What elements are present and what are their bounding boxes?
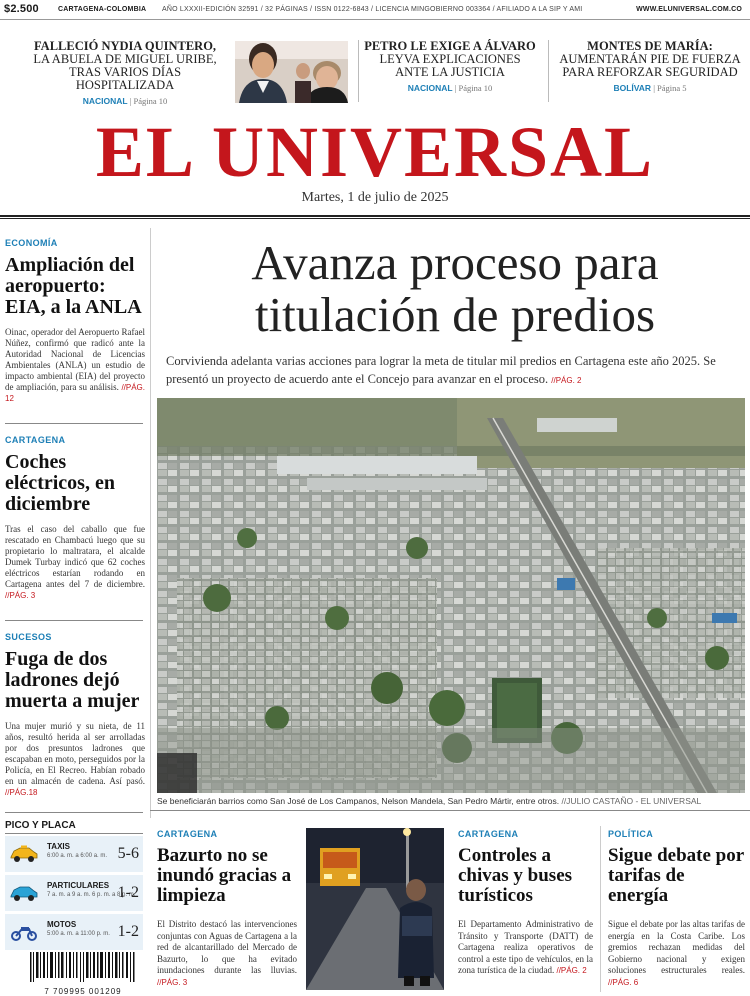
section-rule bbox=[150, 810, 750, 811]
photo-caption-text: Se beneficiarán barrios como San José de Los Campanos, Nelson Mandela, San Pedro Mártir, entre otros. bbox=[157, 796, 560, 806]
teaser-1[interactable]: FALLECIÓ NYDIA QUINTERO, LA ABUELA DE MIGUEL URIBE, TRAS VARIOS DÍAS HOSPITALIZADA NACIONAL | Página 10 bbox=[20, 40, 230, 106]
top-info-bar bbox=[0, 0, 750, 20]
teaser-3-line2: AUMENTARÁN PIE DE FUERZA bbox=[559, 52, 741, 66]
teaser-1-line3: TRAS VARIOS DÍAS HOSPITALIZADA bbox=[68, 65, 182, 92]
left-story-1-ref[interactable]: //PÁG. 12 bbox=[5, 383, 145, 403]
left-story-2-section: CARTAGENA bbox=[5, 435, 66, 445]
main-headline-line2: titulación de predios bbox=[254, 287, 656, 342]
teaser-2-line1: PETRO LE EXIGE A ÁLVARO bbox=[364, 39, 536, 53]
left-story-3-ref[interactable]: //PÁG.18 bbox=[5, 788, 38, 797]
photo-caption bbox=[157, 796, 747, 806]
main-headline[interactable] bbox=[160, 237, 750, 341]
left-story-3-section: SUCESOS bbox=[5, 632, 52, 642]
teaser-2-page: Página 10 bbox=[458, 83, 493, 93]
price: $2.500 bbox=[4, 3, 39, 15]
left-story-2-text: Tras el caso del caballo que fue rescatado en Chambacú luego que su propietario lo maltratara, el alcalde Dumek Turbay indicó que 62 coches eléctricos estarían rodando en Cartagena antes del 7 de diciembre. bbox=[5, 524, 145, 589]
teaser-2-line2: LEYVA EXPLICACIONES bbox=[379, 52, 521, 66]
edition-meta: AÑO LXXXII-EDICIÓN 32591 / 32 PÁGINAS / ISSN 0122-6843 / LICENCIA MINGOBIERNO 003364 / AFILIADO A LA SIP Y AMI bbox=[162, 6, 583, 13]
pico-y-placa-box bbox=[5, 820, 143, 953]
masthead-rule bbox=[0, 215, 750, 217]
pyp-hours: 5:00 a. m. a 11:00 p. m. bbox=[47, 931, 110, 937]
pyp-digits: 1-2 bbox=[117, 923, 139, 940]
main-ref[interactable]: //PÁG. 2 bbox=[551, 376, 582, 385]
teaser-1-section: NACIONAL bbox=[82, 96, 128, 106]
masthead-rule-thin bbox=[0, 218, 750, 219]
teaser-1-line2: LA ABUELA DE MIGUEL URIBE, bbox=[33, 52, 217, 66]
bottom-story-3-section: POLÍTICA bbox=[608, 829, 654, 839]
left-story-1-headline[interactable]: Ampliación del aeropuerto: EIA, a la ANLA bbox=[5, 254, 142, 318]
left-story-3-headline[interactable]: Fuga de dos ladrones dejó muerta a mujer bbox=[5, 648, 140, 712]
pyp-digits: 5-6 bbox=[117, 845, 139, 862]
issue-date: Martes, 1 de julio de 2025 bbox=[301, 190, 449, 205]
bottom-story-3-text: Sigue el debate por las altas tarifas de energía en la Costa Caribe. Los gremios rechazan medidas del Gobierno nacional y exigen soluciones estructurales reales. bbox=[608, 919, 745, 975]
bottom-story-2-body bbox=[458, 919, 593, 977]
teaser-3-line1: MONTES DE MARÍA: bbox=[587, 39, 713, 53]
teaser-2[interactable]: PETRO LE EXIGE A ÁLVARO LEYVA EXPLICACIONES ANTE LA JUSTICIA NACIONAL | Página 10 bbox=[360, 40, 540, 93]
bottom-story-3-ref[interactable]: //PÁG. 6 bbox=[608, 977, 639, 987]
bottom-story-2-text: El Departamento Administrativo de Tránsito y Transporte (DATT) de Cartagena realiza operativos de control a este tipo de vehículos, en la zona turística de la ciudad. bbox=[458, 919, 593, 975]
barcode-number: 7 709995 001209 bbox=[44, 987, 122, 996]
left-divider bbox=[5, 423, 143, 424]
teaser-1-line1: FALLECIÓ NYDIA QUINTERO, bbox=[33, 39, 217, 53]
teaser-3[interactable]: MONTES DE MARÍA: AUMENTARÁN PIE DE FUERZA PARA REFORZAR SEGURIDAD BOLÍVAR | Página 5 bbox=[550, 40, 750, 93]
pyp-label: TAXIS bbox=[47, 842, 70, 851]
pyp-label: MOTOS bbox=[47, 920, 77, 929]
left-divider bbox=[5, 812, 143, 813]
bottom-story-2-ref[interactable]: //PÁG. 2 bbox=[556, 966, 587, 975]
bus-photo bbox=[306, 828, 444, 990]
column-divider bbox=[150, 228, 151, 818]
main-summary-text: Corvivienda adelanta varias acciones para lograr la meta de titular mil predios en Cartagena este año 2025. Se presentó un proyecto de acuerdo ante el Concejo para avanzar en el proceso. bbox=[166, 354, 716, 386]
masthead-logo[interactable]: EL UNIVERSAL bbox=[95, 112, 655, 192]
teaser-photo bbox=[235, 41, 348, 103]
teaser-divider bbox=[358, 40, 359, 102]
teaser-3-line3: PARA REFORZAR SEGURIDAD bbox=[562, 65, 738, 79]
taxi-icon bbox=[9, 845, 39, 863]
teaser-divider bbox=[548, 40, 549, 102]
teaser-2-section: NACIONAL bbox=[407, 83, 453, 93]
pyp-label: PARTICULARES bbox=[47, 881, 110, 890]
website-link[interactable]: WWW.ELUNIVERSAL.COM.CO bbox=[636, 6, 742, 13]
left-story-3-text: Una mujer murió y su nieta, de 11 años, resultó herida al ser arrolladas por dos presuntos ladrones que escapaban en moto, perseguidos por la Policía, en El Recreo. Habían robado en un almacén de cadena. Así pasó. bbox=[5, 721, 145, 786]
pyp-row-taxis bbox=[5, 836, 143, 872]
left-divider bbox=[5, 620, 143, 621]
main-headline-line1: Avanza proceso para bbox=[251, 235, 659, 290]
teaser-2-line3: ANTE LA JUSTICIA bbox=[395, 65, 505, 79]
pyp-digits: 1-2 bbox=[117, 884, 139, 901]
teaser-3-page: Página 5 bbox=[657, 83, 687, 93]
left-story-2-ref[interactable]: //PÁG. 3 bbox=[5, 591, 36, 600]
bottom-story-3-body bbox=[608, 919, 745, 988]
motorcycle-icon bbox=[9, 923, 39, 941]
left-story-1-text: Oinac, operador del Aeropuerto Rafael Núñez, confirmó que radicó ante la Autoridad Nacional de Licencias Ambientales (ANLA) un estudio de impacto ambiental (EIA) del proyecto de ampliación, para su análisis. bbox=[5, 327, 145, 392]
bottom-story-2-headline[interactable]: Controles a chivas y buses turísticos bbox=[458, 845, 573, 906]
column-divider bbox=[600, 826, 601, 992]
left-story-2-headline[interactable]: Coches eléctricos, en diciembre bbox=[5, 451, 115, 515]
bottom-story-3-headline[interactable]: Sigue debate por tarifas de energía bbox=[608, 845, 744, 906]
city-label: CARTAGENA-COLOMBIA bbox=[58, 6, 147, 13]
pyp-hours: 7 a. m. a 9 a. m. 6 p. m. a 8 p. m. bbox=[47, 892, 136, 898]
bottom-story-2-section: CARTAGENA bbox=[458, 829, 519, 839]
pico-y-placa-title: PICO Y PLACA bbox=[5, 820, 143, 834]
barcode bbox=[28, 952, 138, 996]
car-icon bbox=[9, 884, 39, 902]
teaser-1-page: Página 10 bbox=[133, 96, 168, 106]
aerial-photo bbox=[157, 398, 745, 793]
pyp-row-motos bbox=[5, 914, 143, 950]
left-story-2-body bbox=[5, 524, 145, 601]
pyp-hours: 6:00 a. m. a 6:00 a. m. bbox=[47, 853, 108, 859]
teaser-3-section: BOLÍVAR bbox=[613, 83, 652, 93]
left-story-1-body bbox=[5, 327, 145, 404]
left-story-3-body bbox=[5, 721, 145, 798]
bottom-story-1-body bbox=[157, 919, 297, 988]
bottom-story-1-text: El Distrito destacó las intervenciones conjuntas con Aguas de Cartagena a la red de alcantarillado del Mercado de Bazurto, lo que ha evitado inundaciones durante las lluvias. bbox=[157, 919, 297, 975]
photo-credit: //JULIO CASTAÑO - EL UNIVERSAL bbox=[561, 796, 702, 806]
main-summary bbox=[166, 352, 744, 390]
bottom-story-1-ref[interactable]: //PÁG. 3 bbox=[157, 977, 188, 987]
bottom-story-1-section: CARTAGENA bbox=[157, 829, 218, 839]
bottom-story-1-headline[interactable]: Bazurto no se inundó gracias a limpieza bbox=[157, 845, 292, 906]
pyp-row-particulares bbox=[5, 875, 143, 911]
left-story-1-section: ECONOMÍA bbox=[5, 238, 58, 248]
